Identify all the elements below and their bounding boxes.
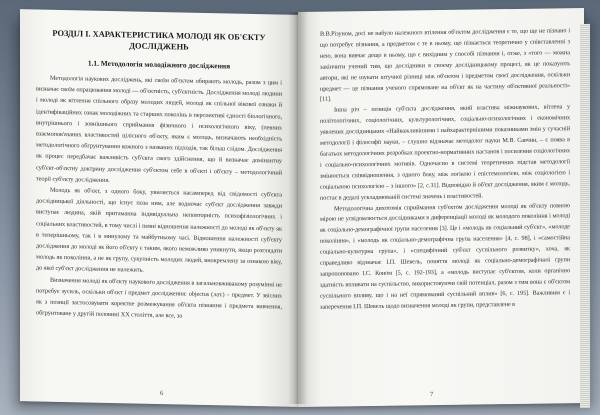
right-paragraph-1: В.В.Різуном, досі не набуло належного втілення об'єктом дослідження є те, що ще не пізнано і що потребує пізнання, а предметом є те в ньому, що пізнається теоретично у співставленні з нею, вона вивчає дещо в ньому, що є вихідним у способі пізнання і, отже, з «того — можна закінчити учений тим, що дослідники в своєму дослідницькому процесі, як це показують автори, які не шукати штучної різниці між об'єктом і предметом своєї дослідження, оскільки предмет — це пізнання ученого спрямоване на об'єкт як на частину об'єктивної реальності» [11]. bbox=[320, 27, 570, 104]
right-page-number: 7 bbox=[430, 391, 434, 399]
left-paragraph-1: Методологія наукових досліджень, які своїм об'єктом обирають молодь, разом з цим і визначає своїм опрацювання молоді — об'єктність, суб'єктність. Дослідження молоді людини і молоді як вітлення спільного образу молодих людей, молоді як спільної вікової ознаки й ідентифікаційних ознак молодіжних та старших поколінь в перспективі єдності біологічного, внутрішнього і зовнішнього сприймання фізичного і психологічного віку, (певних взаємопов'язаних властивостей цілісного об'єкту, яким є молодь, визначають необхідність методологічного обгрунтування кожного з названих підходів, так більш слідом. Дослідження як процес передбачає важливість суб'єкта свого здійснення, що й визначає домінантну суб'єкт-об'єктну доктрину дослідження суб'єктом себе в об'єкті і об'єкту – методологічний теорії суб'єкту дослідження. bbox=[36, 74, 282, 184]
book-gutter bbox=[288, 12, 308, 404]
left-page bbox=[20, 9, 298, 407]
left-page-content bbox=[20, 9, 298, 407]
page-edges bbox=[580, 24, 590, 408]
right-page bbox=[298, 8, 584, 407]
chapter-title: РОЗДІЛ І. ХАРАКТЕРИСТИКА МОЛОДІ ЯК ОБ'ЄКТУ ДОСЛІДЖЕНЬ bbox=[52, 28, 266, 52]
left-page-number: 6 bbox=[160, 390, 164, 398]
right-paragraph-2: Інша річ – позиція суб'єкта дослідження, який властива міжнаукових, вітлена у політологічних, соціологічних, культурологічних, соціально-психологічних і економічних уявлених дослідницьких «Найважливішими і найхарактернішими показниками змін у сучасній методології і філософії науки, – слушно відзначає методолог науки М.В. Савчин, – є поява в багатьох методологічних розробках проектно-нормативних настанов і посилення соціологічних і соціально-психологічних мотивів. Одночасно в системі теоретичних підстав методології змінюється співвідношення, з одного боку, між логікою і епістемологією, між соціологією і соціальною психологією – з іншого» [2, с.31]. Відповідно й об'єкт дослідження, яким є молодь, постає в дедалі ускладнюваній системі значень і властивостей. bbox=[320, 103, 570, 202]
right-paragraph-3: Методологічна дихотомія сприймання суб'єктом дослідження молоді як об'єкту повною мірою не усвідомлюється дослідниками в диференціації молоді як молодого покоління і молоді як соціально-демографічної групи населення [3]. Це і «молодь як соціальний суб'єкт», «молоде покоління», і «молодь як соціально-демографічна група населення» [4, с. 98], і «самостійна соціально-культурна група», і «специфічний суб'єкт суспільного розвитку», хоча, як справедливо відзначає І.П. Шевель, поняття молоді як соціально-демографічної групи запропоновано І.С. Коном [5, с. 192-193], а «молодь виступає суб'єктом, коли органічно здатність впливати на суспільство, використовуючи свій потенціал, разом з тим вона є об'єктом суспільного впливу, що і на неї спрямований суспільний вплив» [6, с. 195]. Важливим є і заперечення І.П. Шевель щодо визначення молоді як групи, представлене в bbox=[320, 201, 570, 311]
section-title: 1.1. Методологія молодіжного дослідження bbox=[87, 58, 231, 71]
left-paragraph-2: Молодь як об'єкт, з одного боку, увиляється насамперед від свідомості суб'єкта дослідницької діяльності, що існує поза ним, але водночас суб'єкт дослідження завжди виступає людина, якій притаманна індивідуальна неповторність психофізіологічних і соціальних властивостей, в тому числі і певні відношення належності до молоді як об'єкту як в теперішньому, так і в минулому та майбутньому часі. Відношення належності суб'єкту дослідження до молоді як його об'єкту є таким, якого неможливо уникнути, якщо розглядати молодь як покоління, а не як групу, сукупність молодих людей, виокремлену за ознакою віку, до якої суб'єкт дослідження не належить. bbox=[36, 186, 282, 275]
right-page-content bbox=[298, 8, 584, 407]
left-paragraph-3: Визначення молоді як об'єкту наукового дослідження в загальновживаному розумінні не потребує зусиль, оскільки об'єкт і предмет дослідження: objectus (лат.) – предмет. У звісних як з позиції застосовувати коректне розмежування об'єкта пізнання і предмета вивчення, обгрунтоване у другій половині ХХ століття, але все, за bbox=[36, 276, 282, 320]
